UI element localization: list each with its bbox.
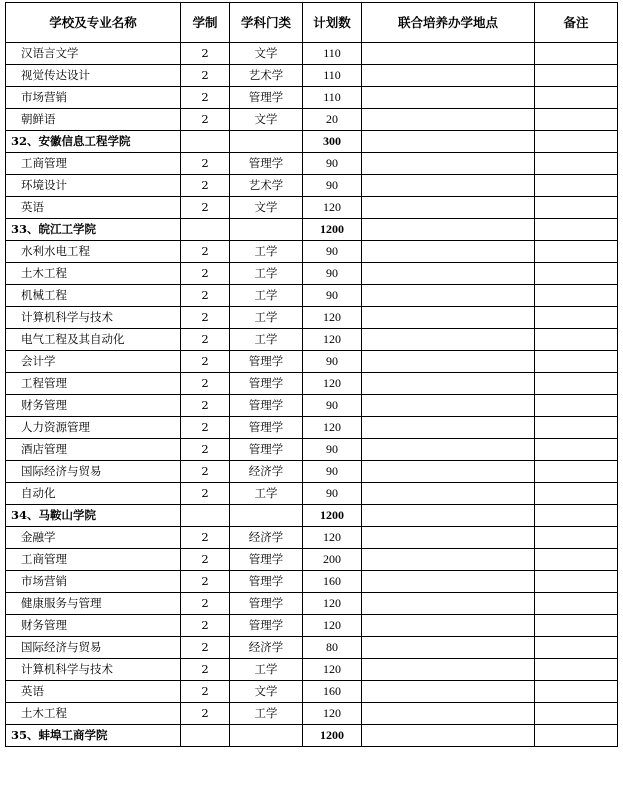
major-name: 会计学 bbox=[6, 351, 181, 373]
table-body bbox=[6, 43, 618, 747]
major-row bbox=[6, 153, 618, 175]
major-category: 管理学 bbox=[230, 153, 303, 175]
major-plan: 120 bbox=[303, 197, 362, 219]
remark-cell bbox=[535, 131, 618, 153]
major-category: 文学 bbox=[230, 681, 303, 703]
school-row bbox=[6, 725, 618, 747]
joint-location-cell bbox=[362, 681, 535, 703]
remark-cell bbox=[535, 307, 618, 329]
major-row bbox=[6, 483, 618, 505]
major-row bbox=[6, 109, 618, 131]
major-name: 酒店管理 bbox=[6, 439, 181, 461]
joint-location-cell bbox=[362, 571, 535, 593]
major-plan: 90 bbox=[303, 263, 362, 285]
major-years: 2 bbox=[181, 307, 230, 329]
major-name: 环境设计 bbox=[6, 175, 181, 197]
major-years: 2 bbox=[181, 285, 230, 307]
major-row bbox=[6, 417, 618, 439]
joint-location-cell bbox=[362, 241, 535, 263]
major-row bbox=[6, 461, 618, 483]
joint-location-cell bbox=[362, 725, 535, 747]
major-row bbox=[6, 439, 618, 461]
major-name: 市场营销 bbox=[6, 571, 181, 593]
major-years: 2 bbox=[181, 659, 230, 681]
major-plan: 20 bbox=[303, 109, 362, 131]
major-category: 管理学 bbox=[230, 373, 303, 395]
header-name: 学校及专业名称 bbox=[6, 3, 181, 43]
remark-cell bbox=[535, 615, 618, 637]
major-row bbox=[6, 549, 618, 571]
major-name: 自动化 bbox=[6, 483, 181, 505]
major-plan: 160 bbox=[303, 681, 362, 703]
school-row bbox=[6, 219, 618, 241]
school-category-cell bbox=[230, 219, 303, 241]
major-name: 工程管理 bbox=[6, 373, 181, 395]
remark-cell bbox=[535, 637, 618, 659]
joint-location-cell bbox=[362, 175, 535, 197]
major-row bbox=[6, 197, 618, 219]
remark-cell bbox=[535, 703, 618, 725]
major-category: 管理学 bbox=[230, 417, 303, 439]
school-name: 35、蚌埠工商学院 bbox=[6, 725, 181, 747]
major-category: 管理学 bbox=[230, 395, 303, 417]
major-category: 工学 bbox=[230, 285, 303, 307]
school-plan-total: 1200 bbox=[303, 505, 362, 527]
header-years: 学制 bbox=[181, 3, 230, 43]
major-category: 文学 bbox=[230, 43, 303, 65]
major-category: 工学 bbox=[230, 241, 303, 263]
joint-location-cell bbox=[362, 417, 535, 439]
major-years: 2 bbox=[181, 43, 230, 65]
major-years: 2 bbox=[181, 87, 230, 109]
major-category: 艺术学 bbox=[230, 175, 303, 197]
joint-location-cell bbox=[362, 615, 535, 637]
remark-cell bbox=[535, 109, 618, 131]
joint-location-cell bbox=[362, 395, 535, 417]
remark-cell bbox=[535, 219, 618, 241]
major-name: 计算机科学与技术 bbox=[6, 307, 181, 329]
major-row bbox=[6, 351, 618, 373]
major-category: 工学 bbox=[230, 703, 303, 725]
major-name: 国际经济与贸易 bbox=[6, 637, 181, 659]
major-name: 英语 bbox=[6, 681, 181, 703]
school-name: 34、马鞍山学院 bbox=[6, 505, 181, 527]
major-years: 2 bbox=[181, 197, 230, 219]
major-name: 计算机科学与技术 bbox=[6, 659, 181, 681]
major-row bbox=[6, 175, 618, 197]
major-name: 工商管理 bbox=[6, 549, 181, 571]
major-category: 经济学 bbox=[230, 527, 303, 549]
remark-cell bbox=[535, 527, 618, 549]
remark-cell bbox=[535, 593, 618, 615]
school-plan-total: 1200 bbox=[303, 725, 362, 747]
joint-location-cell bbox=[362, 131, 535, 153]
school-category-cell bbox=[230, 725, 303, 747]
school-plan-total: 300 bbox=[303, 131, 362, 153]
major-years: 2 bbox=[181, 615, 230, 637]
major-name: 金融学 bbox=[6, 527, 181, 549]
joint-location-cell bbox=[362, 593, 535, 615]
major-name: 英语 bbox=[6, 197, 181, 219]
major-row bbox=[6, 395, 618, 417]
major-plan: 80 bbox=[303, 637, 362, 659]
major-row bbox=[6, 659, 618, 681]
school-row bbox=[6, 131, 618, 153]
major-plan: 90 bbox=[303, 241, 362, 263]
major-years: 2 bbox=[181, 571, 230, 593]
major-name: 土木工程 bbox=[6, 703, 181, 725]
remark-cell bbox=[535, 153, 618, 175]
major-row bbox=[6, 307, 618, 329]
major-years: 2 bbox=[181, 65, 230, 87]
major-row bbox=[6, 263, 618, 285]
joint-location-cell bbox=[362, 439, 535, 461]
remark-cell bbox=[535, 197, 618, 219]
major-category: 管理学 bbox=[230, 593, 303, 615]
joint-location-cell bbox=[362, 65, 535, 87]
major-plan: 90 bbox=[303, 351, 362, 373]
school-name: 33、皖江工学院 bbox=[6, 219, 181, 241]
major-years: 2 bbox=[181, 373, 230, 395]
major-plan: 120 bbox=[303, 329, 362, 351]
major-plan: 90 bbox=[303, 175, 362, 197]
major-plan: 120 bbox=[303, 373, 362, 395]
remark-cell bbox=[535, 263, 618, 285]
major-name: 机械工程 bbox=[6, 285, 181, 307]
major-category: 文学 bbox=[230, 109, 303, 131]
header-category: 学科门类 bbox=[230, 3, 303, 43]
major-name: 视觉传达设计 bbox=[6, 65, 181, 87]
major-years: 2 bbox=[181, 461, 230, 483]
remark-cell bbox=[535, 505, 618, 527]
major-category: 管理学 bbox=[230, 615, 303, 637]
remark-cell bbox=[535, 65, 618, 87]
major-row bbox=[6, 593, 618, 615]
major-row bbox=[6, 615, 618, 637]
major-category: 管理学 bbox=[230, 351, 303, 373]
joint-location-cell bbox=[362, 549, 535, 571]
remark-cell bbox=[535, 461, 618, 483]
major-name: 土木工程 bbox=[6, 263, 181, 285]
major-row bbox=[6, 527, 618, 549]
remark-cell bbox=[535, 175, 618, 197]
enrollment-plan-table bbox=[5, 2, 618, 747]
major-name: 国际经济与贸易 bbox=[6, 461, 181, 483]
major-category: 工学 bbox=[230, 263, 303, 285]
major-plan: 90 bbox=[303, 285, 362, 307]
joint-location-cell bbox=[362, 263, 535, 285]
major-category: 工学 bbox=[230, 483, 303, 505]
school-years-cell bbox=[181, 725, 230, 747]
major-category: 管理学 bbox=[230, 439, 303, 461]
major-row bbox=[6, 703, 618, 725]
major-name: 健康服务与管理 bbox=[6, 593, 181, 615]
remark-cell bbox=[535, 87, 618, 109]
major-row bbox=[6, 571, 618, 593]
school-row bbox=[6, 505, 618, 527]
major-category: 经济学 bbox=[230, 637, 303, 659]
remark-cell bbox=[535, 351, 618, 373]
major-plan: 120 bbox=[303, 593, 362, 615]
joint-location-cell bbox=[362, 285, 535, 307]
major-row bbox=[6, 637, 618, 659]
major-years: 2 bbox=[181, 329, 230, 351]
school-category-cell bbox=[230, 131, 303, 153]
major-name: 财务管理 bbox=[6, 395, 181, 417]
major-row bbox=[6, 329, 618, 351]
major-plan: 90 bbox=[303, 461, 362, 483]
major-plan: 90 bbox=[303, 153, 362, 175]
major-category: 艺术学 bbox=[230, 65, 303, 87]
school-category-cell bbox=[230, 505, 303, 527]
joint-location-cell bbox=[362, 87, 535, 109]
remark-cell bbox=[535, 725, 618, 747]
major-years: 2 bbox=[181, 681, 230, 703]
major-category: 管理学 bbox=[230, 87, 303, 109]
major-row bbox=[6, 43, 618, 65]
joint-location-cell bbox=[362, 505, 535, 527]
major-plan: 90 bbox=[303, 395, 362, 417]
major-plan: 120 bbox=[303, 417, 362, 439]
major-row bbox=[6, 285, 618, 307]
header-remark: 备注 bbox=[535, 3, 618, 43]
major-category: 工学 bbox=[230, 307, 303, 329]
major-name: 市场营销 bbox=[6, 87, 181, 109]
major-name: 汉语言文学 bbox=[6, 43, 181, 65]
joint-location-cell bbox=[362, 483, 535, 505]
header-row bbox=[6, 3, 618, 43]
major-row bbox=[6, 373, 618, 395]
major-years: 2 bbox=[181, 417, 230, 439]
joint-location-cell bbox=[362, 153, 535, 175]
remark-cell bbox=[535, 417, 618, 439]
school-name: 32、安徽信息工程学院 bbox=[6, 131, 181, 153]
remark-cell bbox=[535, 681, 618, 703]
major-plan: 110 bbox=[303, 65, 362, 87]
major-row bbox=[6, 65, 618, 87]
major-years: 2 bbox=[181, 241, 230, 263]
major-row bbox=[6, 87, 618, 109]
remark-cell bbox=[535, 549, 618, 571]
major-years: 2 bbox=[181, 439, 230, 461]
major-category: 工学 bbox=[230, 329, 303, 351]
major-row bbox=[6, 241, 618, 263]
remark-cell bbox=[535, 395, 618, 417]
joint-location-cell bbox=[362, 109, 535, 131]
major-years: 2 bbox=[181, 703, 230, 725]
major-years: 2 bbox=[181, 109, 230, 131]
major-years: 2 bbox=[181, 483, 230, 505]
remark-cell bbox=[535, 659, 618, 681]
major-category: 文学 bbox=[230, 197, 303, 219]
major-plan: 120 bbox=[303, 703, 362, 725]
major-years: 2 bbox=[181, 351, 230, 373]
major-name: 工商管理 bbox=[6, 153, 181, 175]
remark-cell bbox=[535, 373, 618, 395]
major-years: 2 bbox=[181, 637, 230, 659]
major-plan: 90 bbox=[303, 439, 362, 461]
joint-location-cell bbox=[362, 527, 535, 549]
major-category: 工学 bbox=[230, 659, 303, 681]
school-plan-total: 1200 bbox=[303, 219, 362, 241]
major-name: 朝鲜语 bbox=[6, 109, 181, 131]
major-category: 经济学 bbox=[230, 461, 303, 483]
major-name: 电气工程及其自动化 bbox=[6, 329, 181, 351]
major-plan: 110 bbox=[303, 87, 362, 109]
major-name: 水利水电工程 bbox=[6, 241, 181, 263]
joint-location-cell bbox=[362, 659, 535, 681]
header-plan: 计划数 bbox=[303, 3, 362, 43]
major-plan: 110 bbox=[303, 43, 362, 65]
major-plan: 200 bbox=[303, 549, 362, 571]
major-plan: 160 bbox=[303, 571, 362, 593]
major-name: 财务管理 bbox=[6, 615, 181, 637]
joint-location-cell bbox=[362, 351, 535, 373]
joint-location-cell bbox=[362, 307, 535, 329]
major-plan: 90 bbox=[303, 483, 362, 505]
joint-location-cell bbox=[362, 329, 535, 351]
major-years: 2 bbox=[181, 175, 230, 197]
remark-cell bbox=[535, 285, 618, 307]
major-years: 2 bbox=[181, 527, 230, 549]
major-row bbox=[6, 681, 618, 703]
major-years: 2 bbox=[181, 263, 230, 285]
header-joint-location: 联合培养办学地点 bbox=[362, 3, 535, 43]
joint-location-cell bbox=[362, 373, 535, 395]
remark-cell bbox=[535, 571, 618, 593]
joint-location-cell bbox=[362, 703, 535, 725]
major-category: 管理学 bbox=[230, 571, 303, 593]
remark-cell bbox=[535, 241, 618, 263]
joint-location-cell bbox=[362, 197, 535, 219]
major-years: 2 bbox=[181, 395, 230, 417]
major-years: 2 bbox=[181, 153, 230, 175]
school-years-cell bbox=[181, 131, 230, 153]
joint-location-cell bbox=[362, 461, 535, 483]
major-category: 管理学 bbox=[230, 549, 303, 571]
remark-cell bbox=[535, 483, 618, 505]
major-plan: 120 bbox=[303, 659, 362, 681]
major-plan: 120 bbox=[303, 307, 362, 329]
major-plan: 120 bbox=[303, 615, 362, 637]
joint-location-cell bbox=[362, 219, 535, 241]
major-years: 2 bbox=[181, 593, 230, 615]
major-years: 2 bbox=[181, 549, 230, 571]
joint-location-cell bbox=[362, 637, 535, 659]
major-plan: 120 bbox=[303, 527, 362, 549]
remark-cell bbox=[535, 43, 618, 65]
major-name: 人力资源管理 bbox=[6, 417, 181, 439]
joint-location-cell bbox=[362, 43, 535, 65]
remark-cell bbox=[535, 439, 618, 461]
school-years-cell bbox=[181, 505, 230, 527]
remark-cell bbox=[535, 329, 618, 351]
school-years-cell bbox=[181, 219, 230, 241]
